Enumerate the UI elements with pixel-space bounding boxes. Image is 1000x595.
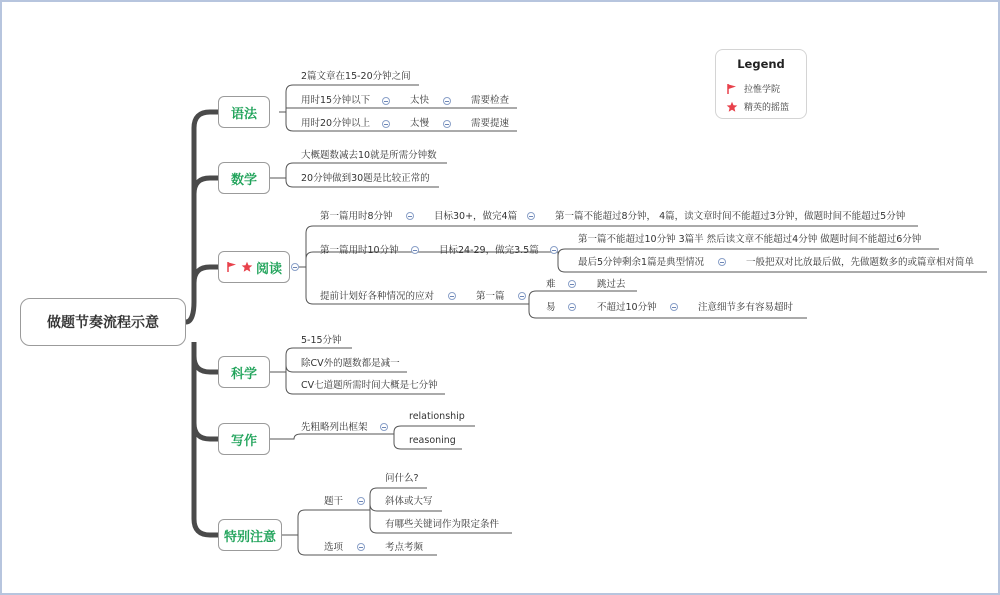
reading-item[interactable]: 第一篇不能超过8分钟， 4篇，读文章时间不能超过3分钟，做题时间不能超过5分钟 xyxy=(555,211,906,222)
science-item[interactable]: 除CV外的题数都是减一 xyxy=(301,358,400,369)
root-topic[interactable]: 做题节奏流程示意 xyxy=(20,298,186,346)
grammar-item[interactable]: 用时15分钟以下 xyxy=(301,95,371,106)
branch-science-label: 科学 xyxy=(230,366,257,382)
reading-item[interactable]: 第一篇用时10分钟 xyxy=(320,245,399,256)
branch-grammar[interactable] xyxy=(218,96,270,128)
special-item[interactable]: 问什么? xyxy=(385,473,419,484)
branch-special-label: 特别注意 xyxy=(223,529,276,545)
red-star-icon xyxy=(726,101,738,113)
writing-item[interactable]: relationship xyxy=(409,411,465,422)
collapse-toggle[interactable] xyxy=(406,212,414,220)
collapse-toggle[interactable] xyxy=(357,497,365,505)
reading-item[interactable]: 注意细节多有容易超时 xyxy=(698,302,794,313)
red-star-icon xyxy=(241,261,253,273)
reading-item[interactable]: 第一篇用时8分钟 xyxy=(320,211,393,222)
branch-writing-label: 写作 xyxy=(230,433,257,449)
reading-item[interactable]: 易 xyxy=(546,302,556,313)
collapse-toggle[interactable] xyxy=(568,280,576,288)
legend-item xyxy=(726,82,780,95)
collapse-toggle[interactable] xyxy=(518,292,526,300)
grammar-item[interactable]: 太慢 xyxy=(410,118,430,129)
branch-math[interactable] xyxy=(218,162,270,194)
branch-special-notes[interactable] xyxy=(218,519,282,551)
collapse-toggle[interactable] xyxy=(443,97,451,105)
legend-item-label: 精英的摇篮 xyxy=(744,103,790,113)
special-item[interactable]: 有哪些关键词作为限定条件 xyxy=(385,519,500,530)
reading-item[interactable]: 跳过去 xyxy=(597,279,626,290)
branch-science[interactable] xyxy=(218,356,270,388)
collapse-toggle[interactable] xyxy=(443,120,451,128)
special-item[interactable]: 考点考频 xyxy=(385,542,424,553)
collapse-toggle[interactable] xyxy=(380,423,388,431)
reading-item[interactable]: 第一篇 xyxy=(476,291,505,302)
collapse-toggle[interactable] xyxy=(411,246,419,254)
reading-item[interactable]: 难 xyxy=(546,279,556,290)
reading-item[interactable]: 第一篇不能超过10分钟 3篇半 然后读文章不能超过4分钟 做题时间不能超过6分钟 xyxy=(578,234,922,245)
science-item[interactable]: 5-15分钟 xyxy=(301,335,342,346)
collapse-toggle[interactable] xyxy=(718,258,726,266)
red-flag-icon xyxy=(226,261,238,273)
legend-panel xyxy=(715,49,807,119)
collapse-toggle[interactable] xyxy=(550,246,558,254)
special-item[interactable]: 斜体或大写 xyxy=(385,496,433,507)
reading-item[interactable]: 最后5分钟剩余1篇是典型情况 xyxy=(578,257,705,268)
branch-reading[interactable] xyxy=(218,251,290,283)
reading-item[interactable]: 目标24-29，做完3.5篇 xyxy=(439,245,539,256)
collapse-toggle[interactable] xyxy=(448,292,456,300)
grammar-item[interactable]: 用时20分钟以上 xyxy=(301,118,371,129)
reading-item[interactable]: 提前计划好各种情况的应对 xyxy=(320,291,435,302)
collapse-toggle[interactable] xyxy=(382,97,390,105)
writing-item[interactable]: reasoning xyxy=(409,435,456,446)
branch-math-label: 数学 xyxy=(230,172,257,188)
grammar-item[interactable]: 太快 xyxy=(410,95,430,106)
branch-writing[interactable] xyxy=(218,423,270,455)
reading-item[interactable]: 不超过10分钟 xyxy=(597,302,657,313)
collapse-toggle[interactable] xyxy=(357,543,365,551)
science-item[interactable]: CV七道题所需时间大概是七分钟 xyxy=(301,380,438,391)
math-item[interactable]: 大概题数减去10就是所需分钟数 xyxy=(301,150,437,161)
legend-item xyxy=(726,100,789,113)
collapse-toggle[interactable] xyxy=(382,120,390,128)
collapse-toggle[interactable] xyxy=(527,212,535,220)
red-flag-icon xyxy=(726,83,738,95)
collapse-toggle[interactable] xyxy=(568,303,576,311)
special-item[interactable]: 题干 xyxy=(324,496,344,507)
grammar-item[interactable]: 需要检查 xyxy=(471,95,510,106)
branch-grammar-label: 语法 xyxy=(230,106,257,122)
reading-item[interactable]: 目标30+，做完4篇 xyxy=(434,211,518,222)
grammar-item[interactable]: 2篇文章在15-20分钟之间 xyxy=(301,71,411,82)
legend-item-label: 拉惟学院 xyxy=(744,85,781,95)
collapse-toggle[interactable] xyxy=(670,303,678,311)
grammar-item[interactable]: 需要提速 xyxy=(471,118,510,129)
math-item[interactable]: 20分钟做到30题是比较正常的 xyxy=(301,173,430,184)
writing-item[interactable]: 先粗略列出框架 xyxy=(301,422,368,433)
special-item[interactable]: 选项 xyxy=(324,542,344,553)
collapse-toggle[interactable] xyxy=(291,263,299,271)
branch-reading-label: 阅读 xyxy=(255,261,282,277)
reading-item[interactable]: 一般把双对比放最后做，先做题数多的或篇章相对简单 xyxy=(746,257,975,268)
legend-title: Legend xyxy=(737,57,785,71)
